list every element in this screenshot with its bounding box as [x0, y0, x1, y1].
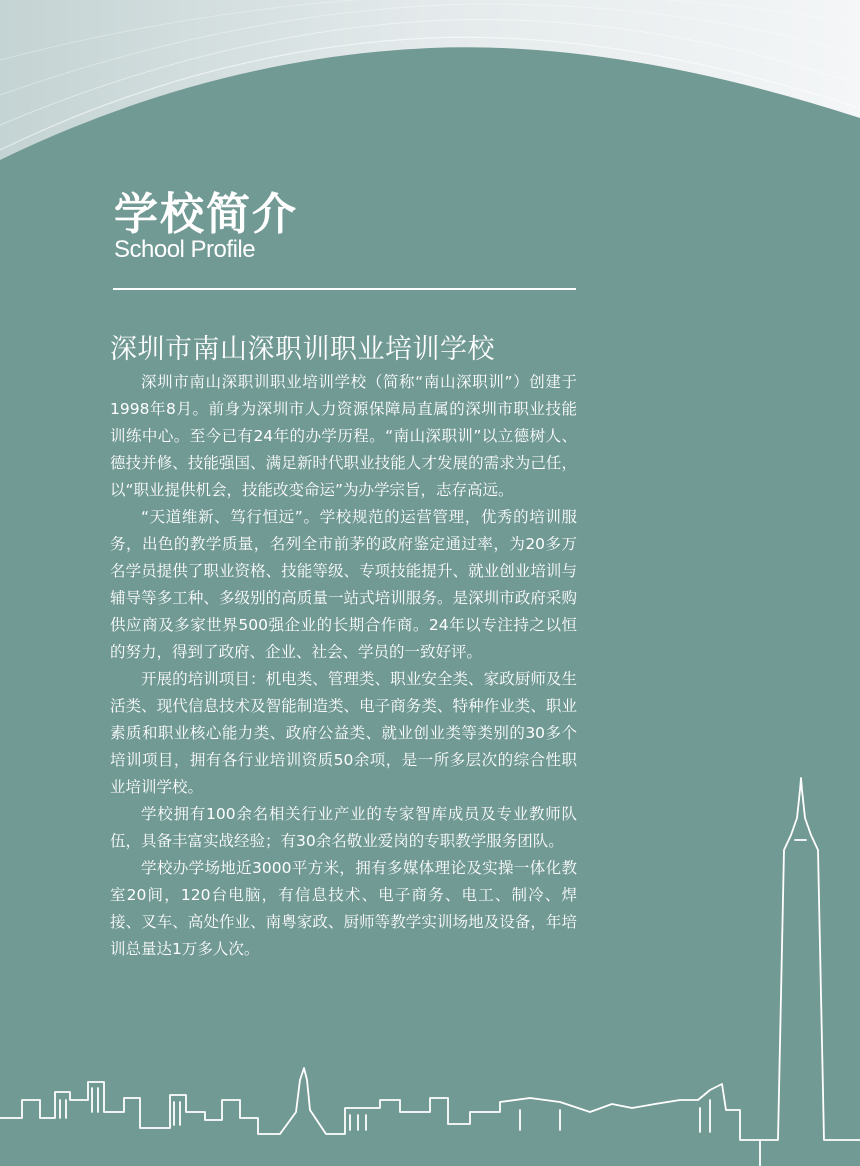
- paragraph-service: “天道维新、笃行恒远”。学校规范的运营管理，优秀的培训服务，出色的教学质量，名列全市前茅的政府鉴定通过率，为20多万名学员提供了职业资格、技能等级、专项技能提升、就业创业培训与辅导等多工种、多级别的高质量一站式培训服务。是深圳市政府采购供应商及多家世界500强企业的长期合作商。24年以专注持之以恒的努力，得到了政府、企业、社会、学员的一致好评。: [110, 508, 577, 661]
- paragraph-history: 深圳市南山深职训职业培训学校（简称“南山深职训”）创建于1998年8月。前身为深圳市人力资源保障局直属的深圳市职业技能训练中心。至今已有24年的办学历程。“南山深职训”以立德树人、德技并修、技能强国、满足新时代职业技能人才发展的需求为己任，以“职业提供机会，技能改变命运”为办学宗旨，志存高远。: [110, 373, 577, 499]
- section-subtitle: School Profile: [114, 236, 256, 263]
- top-wave-decoration: [0, 0, 860, 175]
- section-title: 学校简介: [114, 189, 298, 240]
- paragraph-faculty: 学校拥有100余名相关行业产业的专家智库成员及专业教师队伍，具备丰富实战经验；有30余名敬业爱岗的专职教学服务团队。: [110, 805, 577, 850]
- title-divider: [113, 288, 576, 290]
- paragraph-programs: 开展的培训项目：机电类、管理类、职业安全类、家政厨师及生活类、现代信息技术及智能制造类、电子商务类、特种作业类、职业素质和职业核心能力类、政府公益类、就业创业类等类别的30多个培训项目，拥有各行业培训资质50余项，是一所多层次的综合性职业培训学校。: [110, 670, 577, 796]
- paragraph-facilities: 学校办学场地近3000平方米，拥有多媒体理论及实操一体化教室20间，120台电脑，有信息技术、电子商务、电工、制冷、焊接、叉车、高处作业、南粤家政、厨师等教学实训场地及设备，年培训总量达1万多人次。: [110, 859, 577, 958]
- school-name-heading: 深圳市南山深职训职业培训学校: [110, 334, 495, 365]
- city-skyline-illustration: [0, 760, 860, 1166]
